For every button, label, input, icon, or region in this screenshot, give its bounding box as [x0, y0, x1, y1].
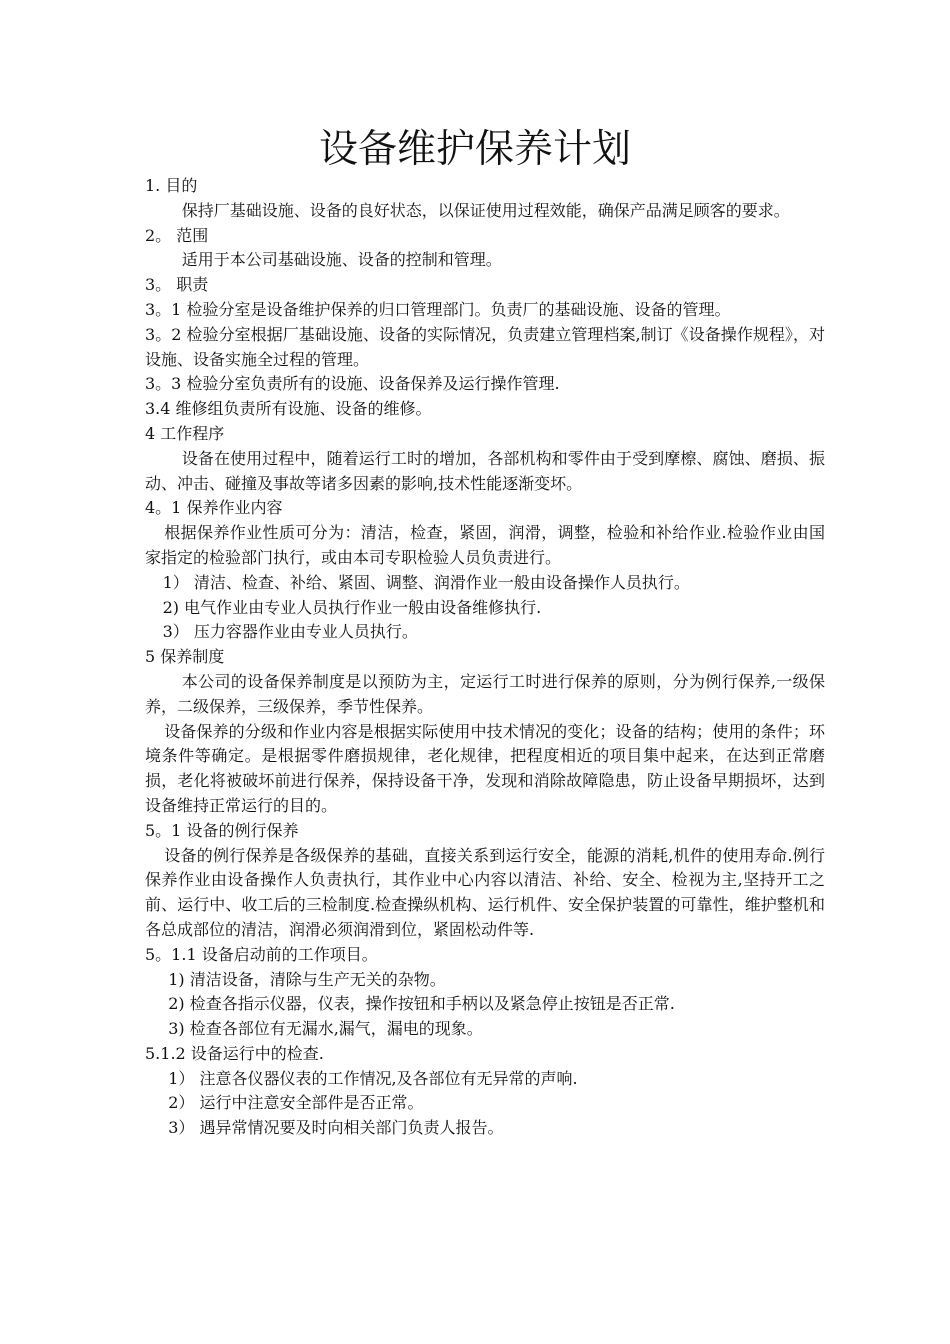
- document-body: [145, 174, 825, 1141]
- section-heading-scope: 2。 范围: [145, 225, 209, 245]
- document-title: 设备维护保养计划: [318, 127, 631, 172]
- paragraph-responsibility-3-1: 3。1 检验分室是设备维护保养的归口管理部门。负责厂的基础设施、设备的管理。: [145, 299, 731, 319]
- list-item-pre-start-1: 1) 清洁设备，清除与生产无关的杂物。: [168, 969, 446, 989]
- paragraph-routine-maintenance: 设备的例行保养是各级保养的基础，直接关系到运行安全，能源的消耗,机件的使用寿命.例行保养作业由设备操作人负责执行，其作业中心内容以清洁、补给、安全、检视为主,坚持开工之前、运行中、收工后的三检制度.检查操纵机构、运行机件、安全保护装置的可靠性，维护整机和各总成部位的清洁，润滑必须润滑到位，紧固松动件等.: [145, 845, 825, 939]
- paragraph-scope: 适用于本公司基础设施、设备的控制和管理。: [181, 250, 502, 270]
- paragraph-responsibility-3-3: 3。3 检验分室负责所有的设施、设备保养及运行操作管理.: [145, 374, 560, 394]
- section-heading-responsibilities: 3。 职责: [145, 275, 209, 295]
- paragraph-responsibility-3-2: 3。2 检验分室根据厂基础设施、设备的实际情况，负责建立管理档案,制订《设备操作规程》，对设施、设备实施全过程的管理。: [145, 324, 825, 369]
- section-heading-pre-start: 5。1.1 设备启动前的工作项目。: [145, 944, 378, 964]
- list-item-pre-start-3: 3) 检查各部位有无漏水,漏气，漏电的现象。: [168, 1019, 483, 1039]
- list-item-pre-start-2: 2) 检查各指示仪器，仪表，操作按钮和手柄以及紧急停止按钮是否正常.: [168, 994, 675, 1014]
- list-item-maintenance-3: 3） 压力容器作业由专业人员执行。: [162, 622, 418, 642]
- paragraph-maintenance-system: 本公司的设备保养制度是以预防为主，定运行工时进行保养的原则，分为例行保养,一级保养，二级保养，三级保养，季节性保养。: [145, 671, 825, 716]
- section-heading-running-check: 5.1.2 设备运行中的检查.: [145, 1043, 324, 1063]
- paragraph-responsibility-3-4: 3.4 维修组负责所有设施、设备的维修。: [145, 399, 432, 419]
- section-heading-routine-maintenance: 5。1 设备的例行保养: [145, 820, 299, 840]
- section-heading-work-procedure: 4 工作程序: [145, 423, 225, 443]
- list-item-running-check-1: 1） 注意各仪器仪表的工作情况,及各部位有无异常的声响.: [168, 1068, 578, 1088]
- list-item-maintenance-1: 1） 清洁、检查、补给、紧固、调整、润滑作业一般由设备操作人员执行。: [162, 572, 690, 592]
- paragraph-work-procedure: 设备在使用过程中，随着运行工时的增加，各部机构和零件由于受到摩檫、腐蚀、磨损、振动、冲击、碰撞及事故等诸多因素的影响,技术性能逐渐变坏。: [145, 448, 825, 493]
- section-heading-maintenance-system: 5 保养制度: [145, 647, 225, 667]
- section-heading-purpose: 1. 目的: [145, 176, 198, 195]
- list-item-running-check-3: 3） 遇异常情况要及时向相关部门负责人报告。: [168, 1118, 504, 1138]
- paragraph-purpose: 保持厂基础设施、设备的良好状态，以保证使用过程效能，确保产品满足顾客的要求。: [181, 200, 790, 220]
- paragraph-maintenance-levels: 设备保养的分级和作业内容是根据实际使用中技术情况的变化；设备的结构；使用的条件；环境条件等确定。是根据零件磨损规律，老化规律，把程度相近的项目集中起来，在达到正常磨损，老化将被破坏前进行保养，保持设备干净，发现和消除故障隐患，防止设备早期损坏，达到设备维持正常运行的目的。: [145, 721, 825, 815]
- list-item-running-check-2: 2） 运行中注意安全部件是否正常。: [168, 1093, 424, 1113]
- list-item-maintenance-2: 2) 电气作业由专业人员执行作业一般由设备维修执行.: [162, 597, 542, 617]
- section-heading-maintenance-content: 4。1 保养作业内容: [145, 498, 283, 518]
- paragraph-maintenance-content: 根据保养作业性质可分为：清洁，检查，紧固，润滑，调整，检验和补给作业.检验作业由国家指定的检验部门执行，或由本司专职检验人员负责进行。: [145, 523, 825, 567]
